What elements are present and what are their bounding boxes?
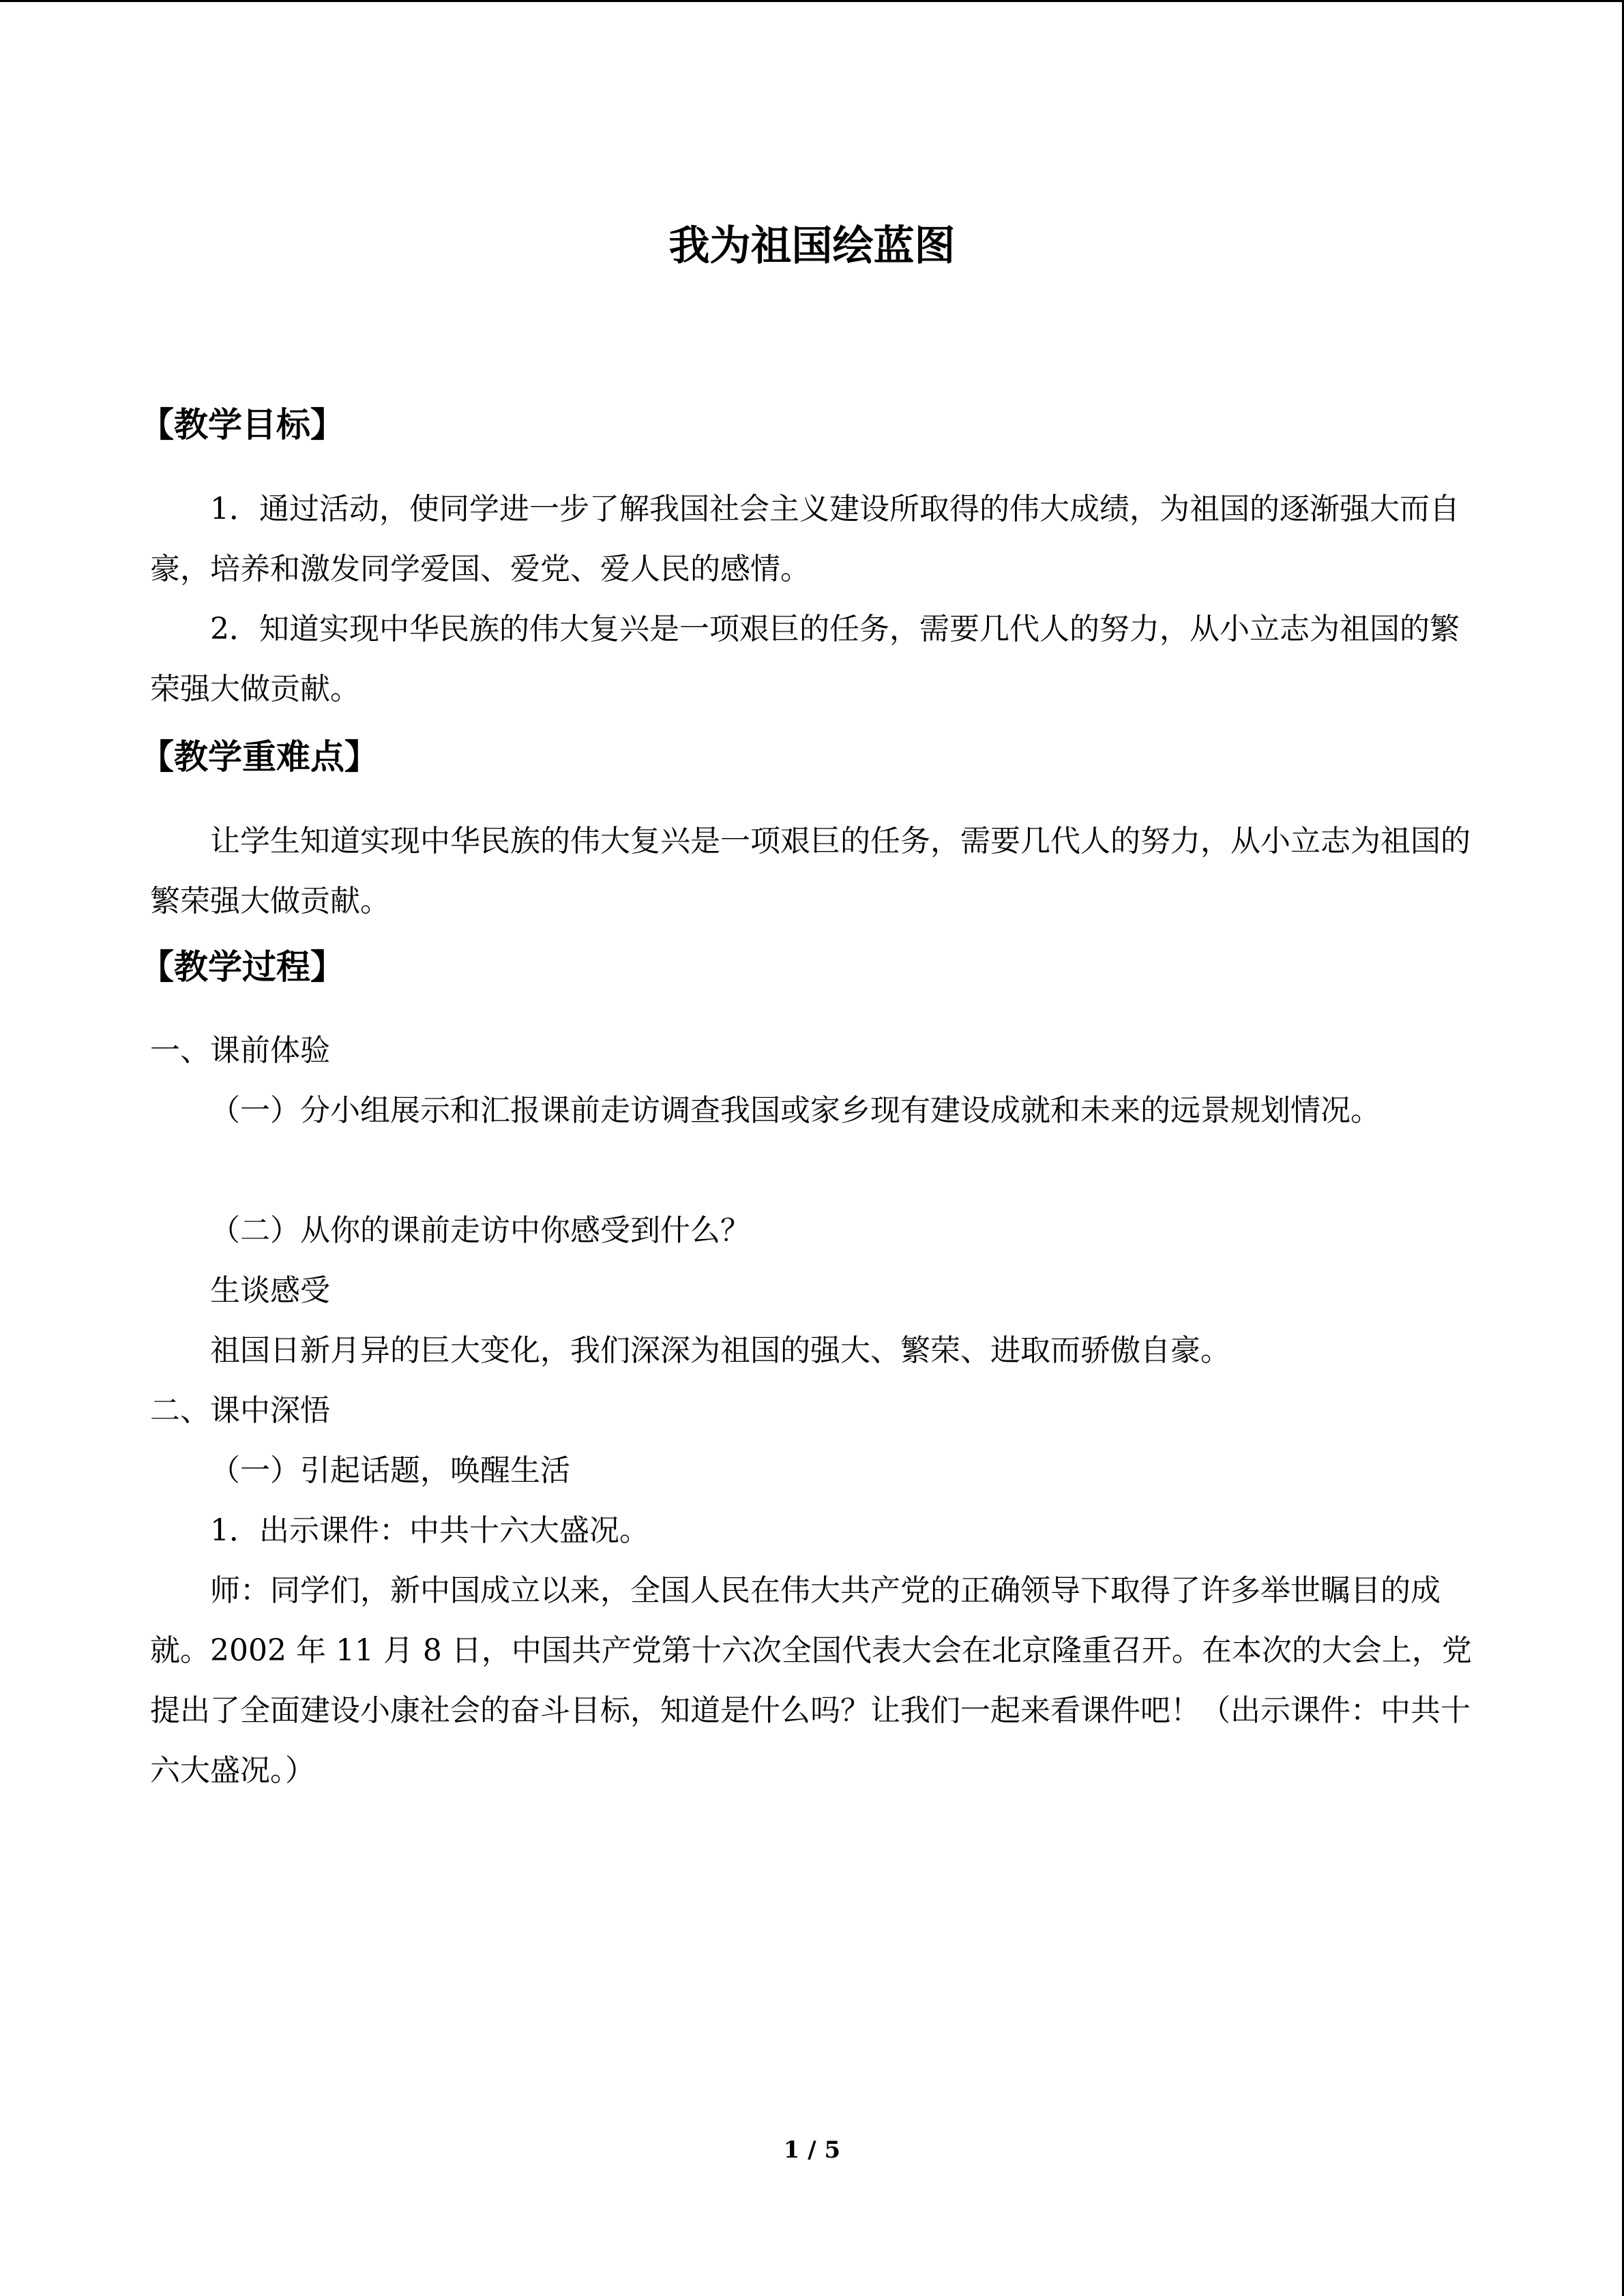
part1-title: 一、课前体验	[150, 1033, 330, 1068]
process-heading: 【教学过程】	[140, 946, 344, 987]
page-number: 1 / 5	[783, 2136, 841, 2164]
key-points-heading: 【教学重难点】	[140, 736, 379, 777]
part1-item-4: 祖国日新月异的巨大变化，我们深深为祖国的强大、繁荣、进取而骄傲自豪。	[210, 1333, 1230, 1368]
document-title: 我为祖国绘蓝图	[668, 222, 956, 270]
objectives-heading: 【教学目标】	[140, 404, 344, 445]
objective-item-1: 1．通过活动，使同学进一步了解我国社会主义建设所取得的伟大成绩，为祖国的逐渐强大而自豪，培养和激发同学爱国、爱党、爱人民的感情。	[150, 492, 1460, 586]
part1-item-2: （二）从你的课前走访中你感受到什么？	[210, 1213, 750, 1248]
part2-item-2: 1．出示课件：中共十六大盛况。	[210, 1513, 649, 1548]
part1-item-1: （一）分小组展示和汇报课前走访调查我国或家乡现有建设成就和未来的远景规划情况。	[210, 1093, 1381, 1128]
part2-title: 二、课中深悟	[150, 1393, 330, 1428]
part1-item-3: 生谈感受	[210, 1273, 330, 1308]
key-points-text: 让学生知道实现中华民族的伟大复兴是一项艰巨的任务，需要几代人的努力，从小立志为祖国的繁荣强大做贡献。	[150, 824, 1471, 919]
part2-item-1: （一）引起话题，唤醒生活	[210, 1453, 570, 1488]
objective-item-2: 2．知道实现中华民族的伟大复兴是一项艰巨的任务，需要几代人的努力，从小立志为祖国的繁荣强大做贡献。	[150, 612, 1460, 706]
part2-item-3: 师：同学们，新中国成立以来，全国人民在伟大共产党的正确领导下取得了许多举世瞩目的成就。2002 年 11 月 8 日，中国共产党第十六次全国代表大会在北京隆重召开。在本次的大会上，党提出了全面建设小康社会的奋斗目标，知道是什么吗？让我们一起来看课件吧！（出示课件：中共十六大盛况。）	[150, 1573, 1472, 1788]
